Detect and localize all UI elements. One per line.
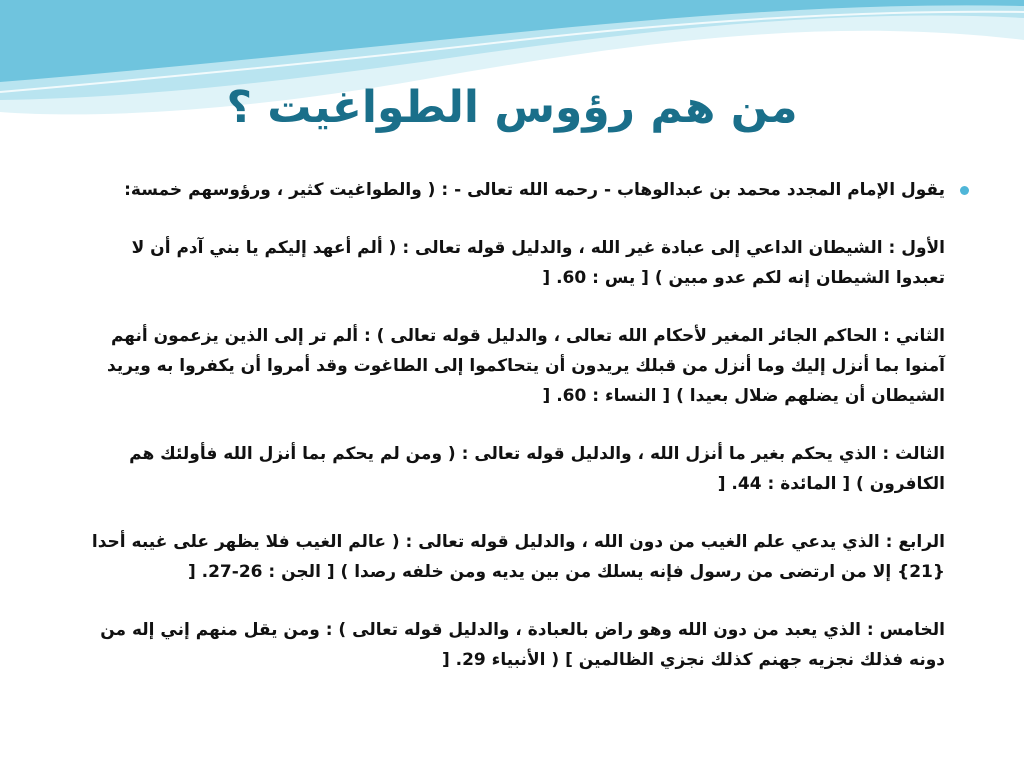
slide-body: [80, 175, 945, 675]
item-fifth: الخامس : الذي يعبد من دون الله وهو راض بالعبادة ، والدليل قوله تعالى ) : ومن يقل منهم إني إله من دونه فذلك نجزيه جهنم كذلك نجزي الظالمين ] ( الأنبياء 29. [: [100, 620, 945, 670]
header-wave-decoration: [0, 0, 1024, 160]
item-second: الثاني : الحاكم الجائر المغير لأحكام الله تعالى ، والدليل قوله تعالى ) : ألم تر إلى الذين يزعمون أنهم آمنوا بما أنزل إليك وما أنزل من قبلك يريدون أن يتحاكموا إلى الطاغوت وقد أمروا أن يكفروا به ويريد الشيطان أن يضلهم ضلال بعيدا ) [ النساء : 60. [: [107, 326, 945, 406]
intro-text: يقول الإمام المجدد محمد بن عبدالوهاب - رحمه الله تعالى - : ( والطواغيت كثير ، ورؤوسهم خمسة:: [124, 180, 945, 200]
item-third: الثالث : الذي يحكم بغير ما أنزل الله ، والدليل قوله تعالى : ( ومن لم يحكم بما أنزل الله فأولئك هم الكافرون ) [ المائدة : 44. [: [129, 444, 945, 494]
item-first: الأول : الشيطان الداعي إلى عبادة غير الله ، والدليل قوله تعالى : ( ألم أعهد إليكم يا بني آدم أن لا تعبدوا الشيطان إنه لكم عدو مبين ) [ يس : 60. [: [131, 238, 945, 288]
slide-title: من هم رؤوس الطواغيت ؟: [226, 82, 798, 133]
bullet-icon: [960, 186, 969, 195]
item-fourth: الرابع : الذي يدعي علم الغيب من دون الله ، والدليل قوله تعالى : ( عالم الغيب فلا يظهر على غيبه أحدا {21} إلا من ارتضى من رسول فإنه يسلك من بين يديه ومن خلفه رصدا ) [ الجن : 26-27. [: [91, 532, 945, 582]
